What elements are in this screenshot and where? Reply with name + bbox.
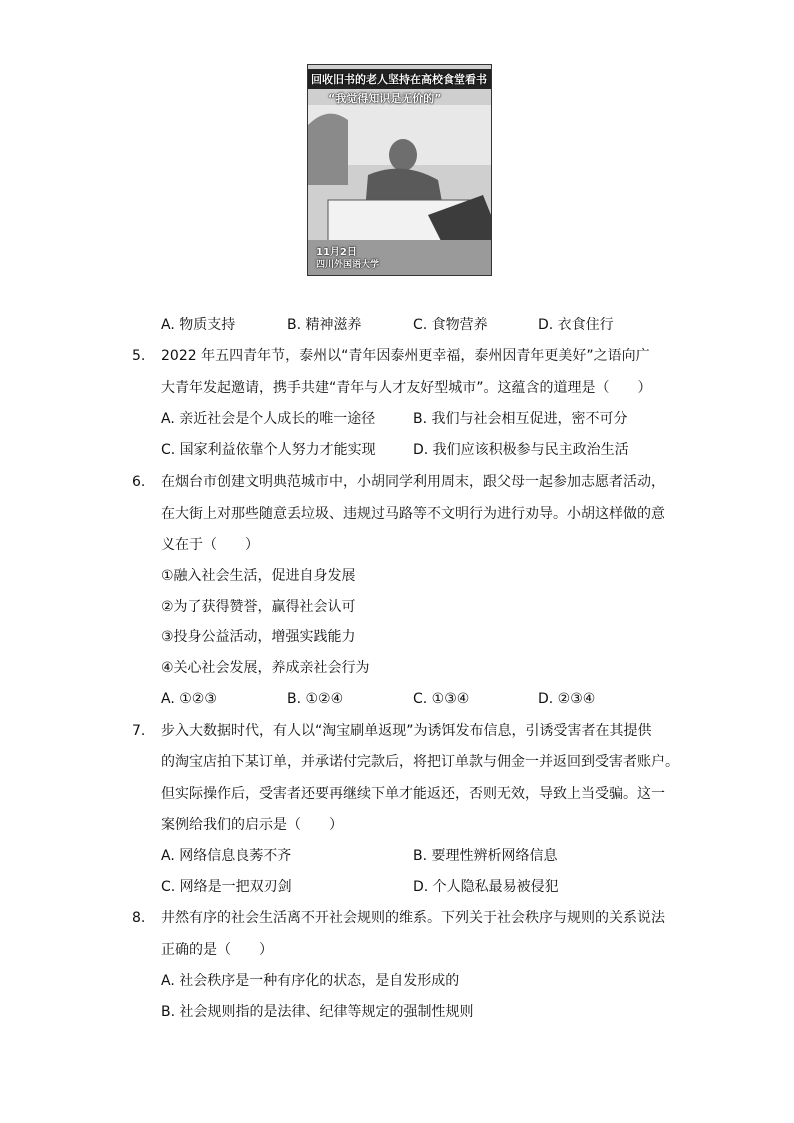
news-photo <box>307 64 492 276</box>
q6-option-d[interactable]: D. ②③④ <box>538 691 596 707</box>
q6-stem-line: 义在于（ ） <box>161 537 259 553</box>
q6-number: 6. <box>132 474 146 490</box>
q6-statement-4: ④关心社会发展，养成亲社会行为 <box>161 660 370 676</box>
q5-stem-line: 2022 年五四青年节，泰州以“青年因泰州更幸福，泰州因青年更美好”之语向广 <box>161 348 650 364</box>
q8-stem-line: 正确的是（ ） <box>161 942 273 958</box>
q5-option-d[interactable]: D. 我们应该积极参与民主政治生活 <box>413 442 629 458</box>
q6-option-a[interactable]: A. ①②③ <box>161 691 217 707</box>
q4-option-b[interactable]: B. 精神滋养 <box>287 317 362 333</box>
q7-stem-line: 但实际操作后，受害者还要再继续下单才能返还，否则无效，导致上当受骗。这一 <box>161 786 665 802</box>
q8-option-b[interactable]: B. 社会规则指的是法律、纪律等规定的强制性规则 <box>161 1004 474 1020</box>
q8-number: 8. <box>132 910 146 926</box>
q7-option-b[interactable]: B. 要理性辨析网络信息 <box>413 848 558 864</box>
q7-option-c[interactable]: C. 网络是一把双刃剑 <box>161 879 292 895</box>
q8-stem-line: 井然有序的社会生活离不开社会规则的维系。下列关于社会秩序与规则的关系说法 <box>161 910 665 926</box>
q5-number: 5. <box>132 348 146 364</box>
q6-option-c[interactable]: C. ①③④ <box>413 691 470 707</box>
q7-option-a[interactable]: A. 网络信息良莠不齐 <box>161 848 292 864</box>
q5-stem-line: 大青年发起邀请，携手共建“青年与人才友好型城市”。这蕴含的道理是（ ） <box>161 380 652 396</box>
q7-stem-line: 的淘宝店拍下某订单，并承诺付完款后，将把订单款与佣金一并返回到受害者账户。 <box>161 754 679 770</box>
q6-statement-3: ③投身公益活动，增强实践能力 <box>161 629 356 645</box>
q6-stem-line: 在大街上对那些随意丢垃圾、违规过马路等不文明行为进行劝导。小胡这样做的意 <box>161 506 665 522</box>
q6-stem-line: 在烟台市创建文明典范城市中，小胡同学利用周末，跟父母一起参加志愿者活动， <box>161 474 665 490</box>
q5-option-b[interactable]: B. 我们与社会相互促进，密不可分 <box>413 411 628 427</box>
photo-caption-top: 回收旧书的老人坚持在高校食堂看书 <box>308 69 491 89</box>
q8-option-a[interactable]: A. 社会秩序是一种有序化的状态，是自发形成的 <box>161 973 460 989</box>
photo-stamp-date: 11月2日 <box>316 247 357 258</box>
q7-number: 7. <box>132 723 146 739</box>
q4-option-a[interactable]: A. 物质支持 <box>161 317 236 333</box>
q6-statement-1: ①融入社会生活，促进自身发展 <box>161 568 356 584</box>
q7-stem-line: 案例给我们的启示是（ ） <box>161 817 343 833</box>
photo-stamp-source: 四川外国语大学 <box>316 260 380 270</box>
q5-option-c[interactable]: C. 国家利益依靠个人努力才能实现 <box>161 442 376 458</box>
q6-option-b[interactable]: B. ①②④ <box>287 691 344 707</box>
q4-option-c[interactable]: C. 食物营养 <box>413 317 488 333</box>
q5-option-a[interactable]: A. 亲近社会是个人成长的唯一途径 <box>161 411 376 427</box>
q7-stem-line: 步入大数据时代，有人以“淘宝刷单返现”为诱饵发布信息，引诱受害者在其提供 <box>161 723 652 739</box>
q6-statement-2: ②为了获得赞誉，赢得社会认可 <box>161 599 356 615</box>
q7-option-d[interactable]: D. 个人隐私最易被侵犯 <box>413 879 559 895</box>
q4-option-d[interactable]: D. 衣食住行 <box>538 317 614 333</box>
photo-caption-sub: “我觉得知识是无价的” <box>328 92 442 105</box>
